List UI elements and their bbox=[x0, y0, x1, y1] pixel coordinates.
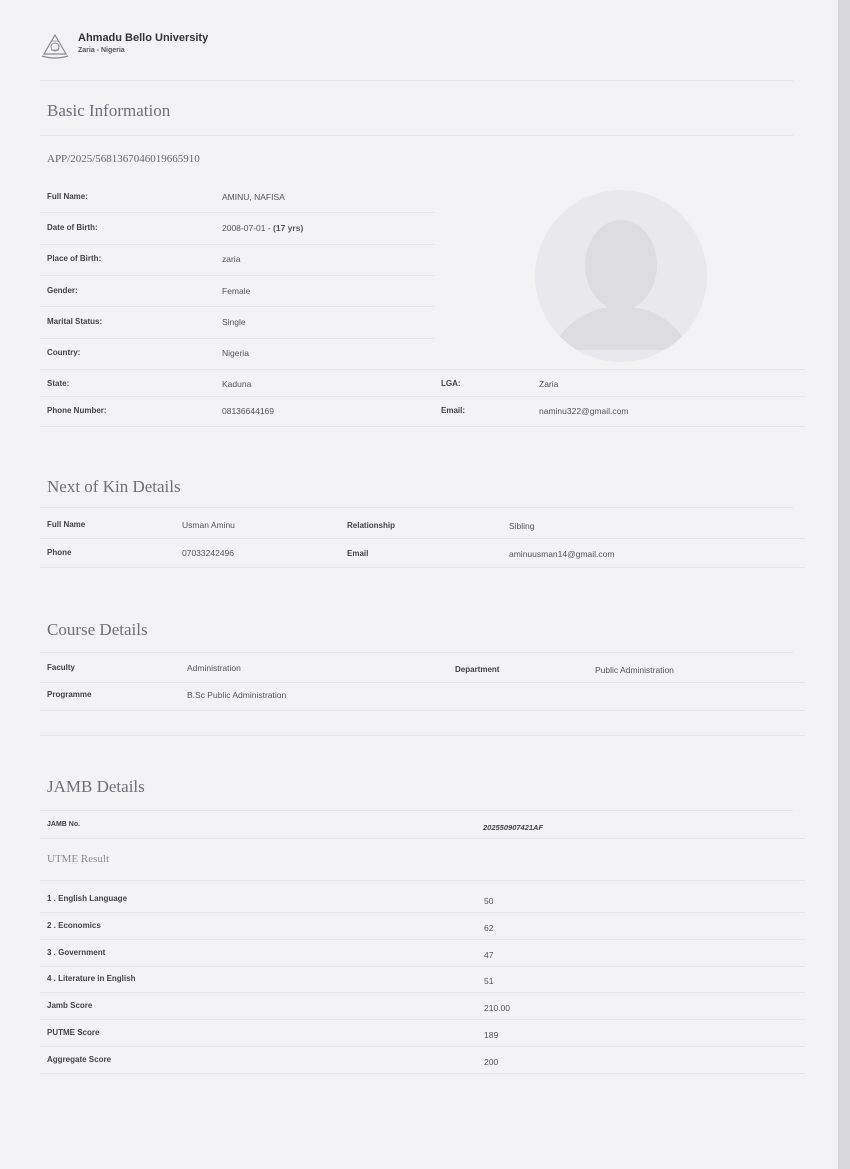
row-divider bbox=[40, 244, 435, 245]
result-label: 2 . Economics bbox=[47, 921, 101, 930]
email-value: naminu322@gmail.com bbox=[539, 406, 629, 416]
divider bbox=[40, 810, 793, 811]
department-label: Department bbox=[455, 665, 500, 674]
state-label: State: bbox=[47, 379, 70, 388]
faculty-value: Administration bbox=[187, 663, 241, 673]
result-value: 62 bbox=[484, 923, 494, 933]
row-divider bbox=[40, 880, 805, 881]
avatar-icon bbox=[535, 190, 707, 362]
row-divider bbox=[40, 306, 435, 307]
row-divider bbox=[40, 212, 435, 213]
kin-relationship-label: Relationship bbox=[347, 521, 396, 530]
kin-relationship-value: Sibling bbox=[509, 521, 535, 531]
application-number: APP/2025/5681367046019665910 bbox=[47, 153, 200, 165]
country-label: Country: bbox=[47, 348, 81, 357]
marital-label: Marital Status: bbox=[47, 317, 103, 326]
section-title-course: Course Details bbox=[47, 620, 148, 639]
lga-label: LGA: bbox=[441, 379, 461, 388]
result-value: 47 bbox=[484, 950, 494, 960]
kin-email-value: aminuusman14@gmail.com bbox=[509, 549, 615, 559]
section-title-jamb: JAMB Details bbox=[47, 777, 145, 796]
divider bbox=[40, 135, 793, 136]
row-divider bbox=[40, 567, 805, 568]
result-value: 210.00 bbox=[484, 1003, 510, 1013]
full-name-value: AMINU, NAFISA bbox=[222, 192, 285, 202]
kin-name-label: Full Name bbox=[47, 520, 86, 529]
section-title-basic: Basic Information bbox=[47, 101, 171, 120]
programme-label: Programme bbox=[47, 690, 92, 699]
result-value: 51 bbox=[484, 976, 494, 986]
divider bbox=[40, 507, 793, 508]
gender-label: Gender: bbox=[47, 286, 78, 295]
section-title-kin: Next of Kin Details bbox=[47, 477, 181, 496]
programme-value: B.Sc Public Administration bbox=[187, 690, 287, 700]
divider bbox=[40, 80, 793, 81]
row-divider bbox=[40, 275, 435, 276]
dob-age: (17 yrs) bbox=[273, 223, 304, 233]
row-divider bbox=[40, 992, 805, 993]
row-divider bbox=[40, 1046, 805, 1047]
kin-name-value: Usman Aminu bbox=[182, 520, 235, 530]
faculty-label: Faculty bbox=[47, 663, 76, 672]
result-label: PUTME Score bbox=[47, 1028, 100, 1037]
kin-phone-label: Phone bbox=[47, 548, 72, 557]
university-name: Ahmadu Bello University bbox=[78, 32, 209, 44]
marital-value: Single bbox=[222, 317, 246, 327]
utme-result-title: UTME Result bbox=[47, 853, 110, 865]
university-header bbox=[40, 32, 208, 62]
pob-value: zaria bbox=[222, 254, 241, 264]
row-divider bbox=[40, 1019, 805, 1020]
phone-label: Phone Number: bbox=[47, 406, 107, 415]
row-divider bbox=[40, 538, 805, 539]
row-divider bbox=[40, 426, 805, 427]
gender-value: Female bbox=[222, 286, 251, 296]
country-value: Nigeria bbox=[222, 348, 249, 358]
row-divider bbox=[40, 966, 805, 967]
row-divider bbox=[40, 838, 805, 839]
lga-value: Zaria bbox=[539, 379, 559, 389]
jamb-no-value: 202550907421AF bbox=[483, 823, 544, 832]
row-divider bbox=[40, 912, 805, 913]
row-divider bbox=[40, 369, 805, 370]
row-divider bbox=[40, 396, 805, 397]
dob-label: Date of Birth: bbox=[47, 223, 98, 232]
full-name-label: Full Name: bbox=[47, 192, 88, 201]
divider bbox=[40, 652, 793, 653]
row-divider bbox=[40, 1073, 805, 1074]
row-divider bbox=[40, 682, 805, 683]
row-divider bbox=[40, 338, 435, 339]
dob-value bbox=[222, 223, 303, 233]
result-label: 1 . English Language bbox=[47, 894, 128, 903]
jamb-no-label: JAMB No. bbox=[47, 821, 81, 828]
pob-label: Place of Birth: bbox=[47, 254, 102, 263]
row-divider bbox=[40, 939, 805, 940]
result-value: 189 bbox=[484, 1030, 499, 1040]
kin-phone-value: 07033242496 bbox=[182, 548, 235, 558]
university-location: Zaria - Nigeria bbox=[78, 47, 125, 54]
dob-date: 2008-07-01 - bbox=[222, 223, 274, 233]
email-label: Email: bbox=[441, 406, 466, 415]
department-value: Public Administration bbox=[595, 665, 674, 675]
kin-email-label: Email bbox=[347, 549, 369, 558]
result-label: Jamb Score bbox=[47, 1001, 93, 1010]
result-value: 50 bbox=[484, 896, 494, 906]
row-divider bbox=[40, 710, 805, 711]
result-label: 4 . Literature in English bbox=[47, 974, 136, 983]
row-divider bbox=[40, 735, 805, 736]
state-value: Kaduna bbox=[222, 379, 252, 389]
phone-value: 08136644169 bbox=[222, 406, 275, 416]
result-value: 200 bbox=[484, 1057, 499, 1067]
result-label: Aggregate Score bbox=[47, 1055, 112, 1064]
result-label: 3 . Government bbox=[47, 948, 106, 957]
university-crest-icon bbox=[40, 32, 70, 62]
applicant-photo-placeholder bbox=[535, 190, 707, 362]
